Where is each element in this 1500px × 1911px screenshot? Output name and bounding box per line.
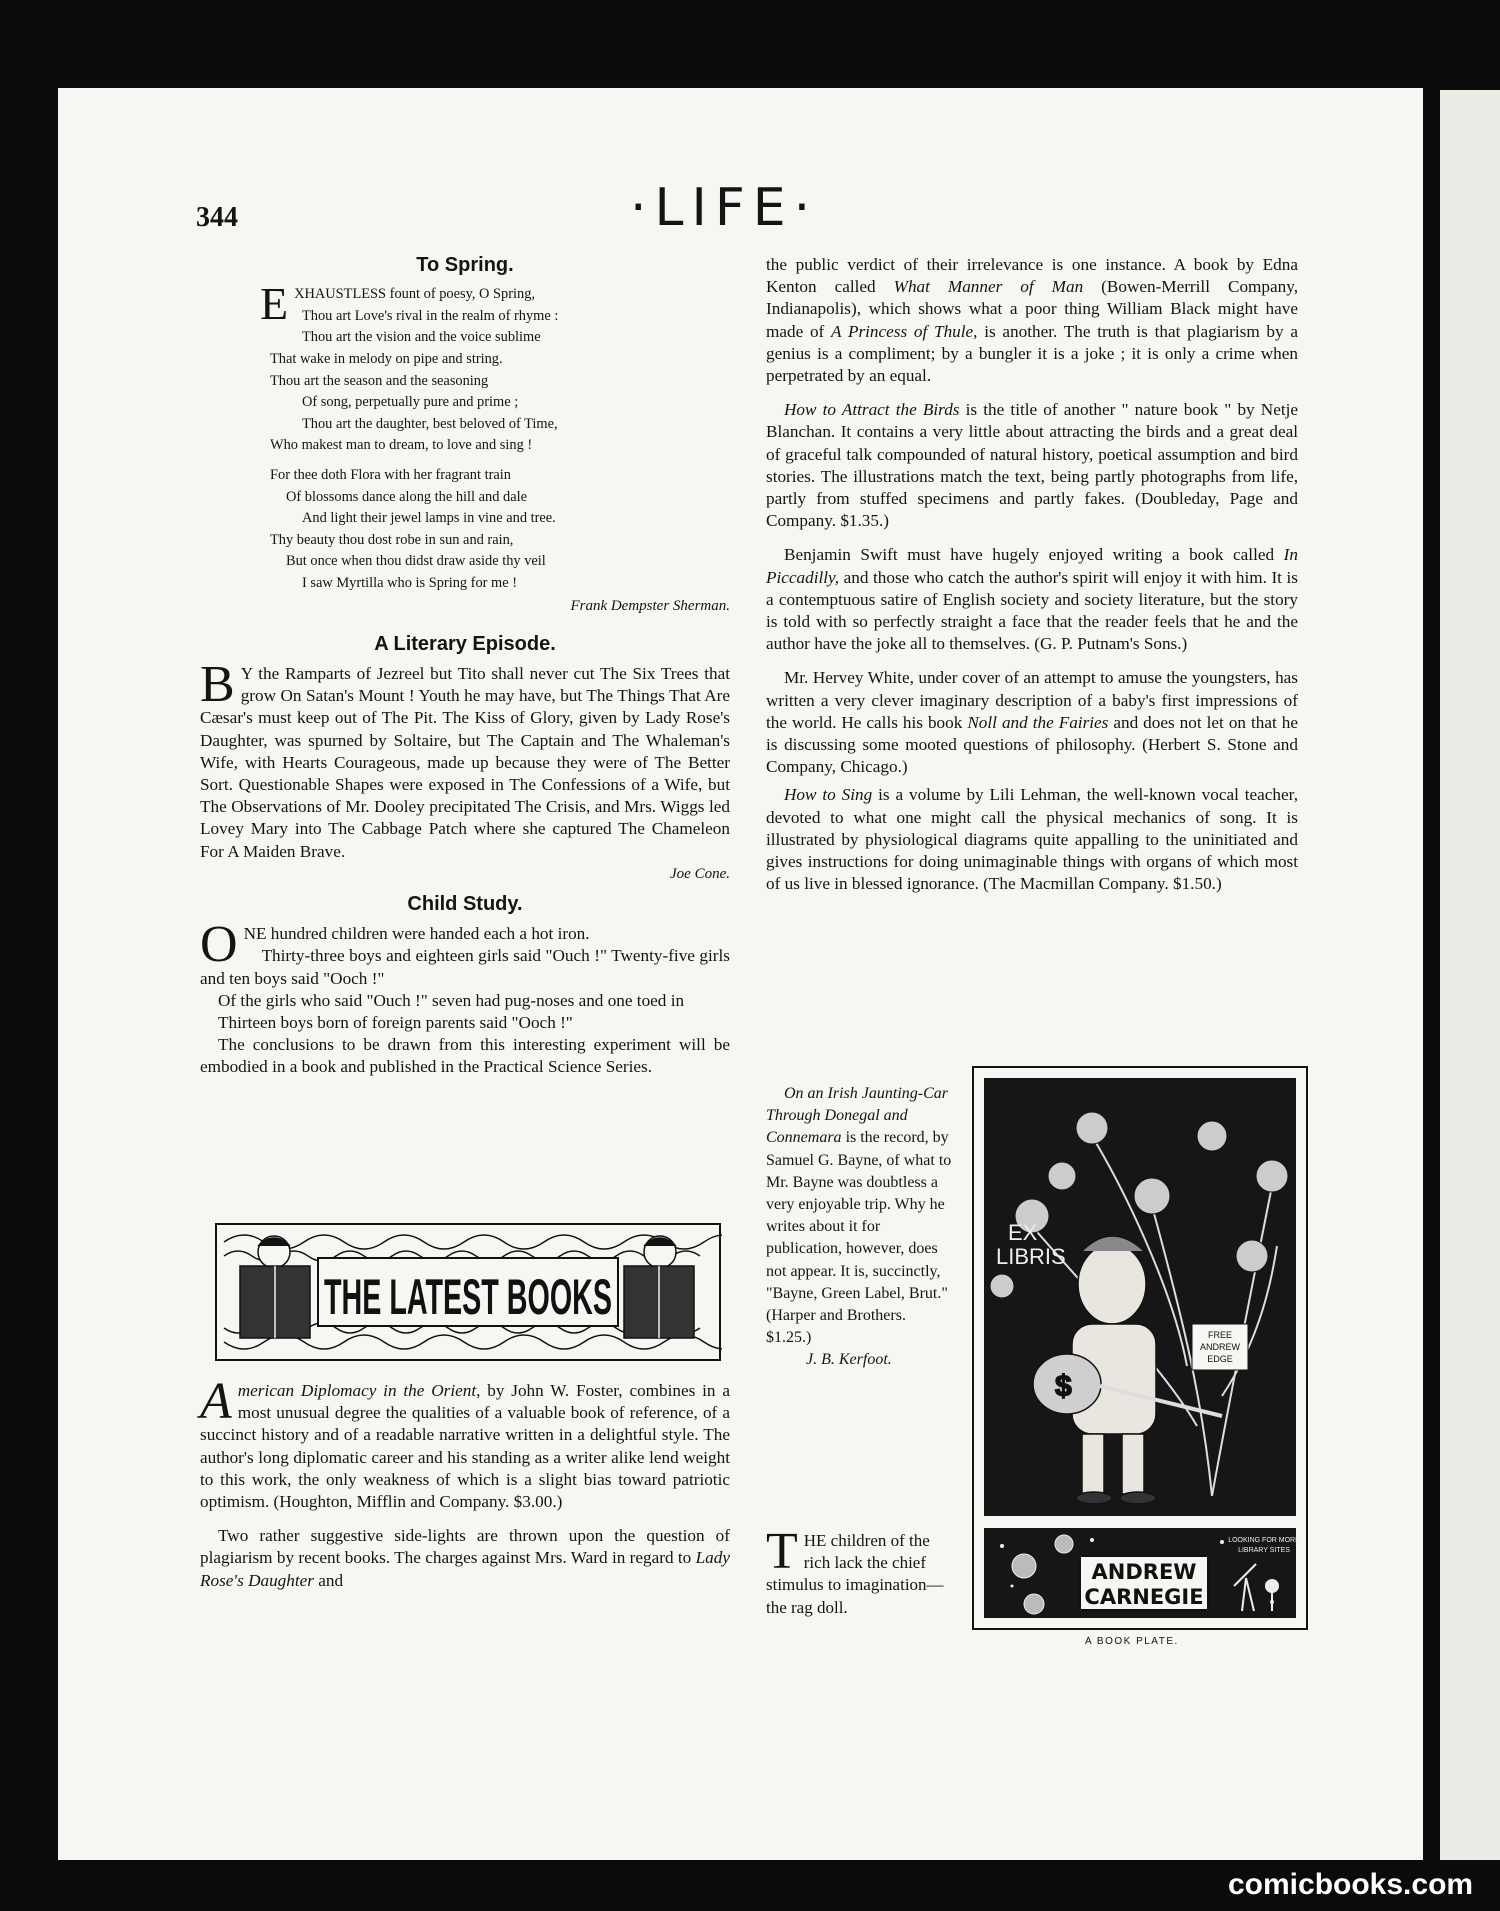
child-study-title: Child Study. <box>407 892 523 915</box>
poem-line: XHAUSTLESS fount of poesy, O Spring, <box>294 286 536 303</box>
review-text: and <box>313 1570 344 1590</box>
telescope-text: LIBRARY SITES <box>1238 1547 1290 1554</box>
poem-line: Thy beauty thou dost robe in sun and rain, <box>270 531 514 548</box>
diplomacy-dropcap: A <box>200 1373 232 1430</box>
andrew-carnegie-bookplate <box>972 1066 1308 1630</box>
book-title: What Manner of Man <box>893 277 1084 297</box>
book-title: On an Irish Jaunting-Car Through Donegal and Connemara <box>766 1085 948 1147</box>
review-text: Mr. Hervey White, under cover of an attempt to amuse the youngsters, has written a very clever imaginary description of a baby's first impressions of the world. He calls his book <box>766 668 1298 732</box>
poem-author: Frank Dempster Sherman. <box>570 597 730 614</box>
review-diplomacy <box>200 1373 730 1513</box>
ex-libris-text: LIBRIS <box>996 1244 1066 1269</box>
episode-author: Joe Cone. <box>670 865 730 882</box>
episode-dropcap: B <box>200 655 235 713</box>
telescope-text: LOOKING FOR MORE <box>1228 1537 1300 1544</box>
filler-paragraph <box>766 1523 952 1619</box>
child-study-p5: The conclusions to be drawn from this interesting experiment will be embodied in a book and published in the Practical Science Series. <box>200 1035 730 1077</box>
review-birds <box>766 399 1298 532</box>
name-text: ANDREW <box>1091 1560 1197 1584</box>
review-sing <box>766 784 1298 895</box>
book-title: In Piccadilly, <box>766 545 1298 587</box>
review-plagiarism-cont <box>766 254 1298 387</box>
poem-line: That wake in melody on pipe and string. <box>270 350 503 367</box>
child-study-p4: Thirteen boys born of foreign parents said "Ooch !" <box>218 1012 573 1032</box>
review-text: is another. The truth is that plagiarism by a genius is a compliment; by a bungler it is a joke ; it is only a crime when perpetrated by an equal. <box>766 321 1298 386</box>
left-column <box>200 254 730 1079</box>
book-title: Lady Rose's Daughter <box>200 1548 730 1590</box>
review-white <box>766 667 1298 778</box>
review-text: is the title of another " nature book " by Netje Blanchan. It contains a very little about attracting the birds and a great deal of graceful talk compounded of natural history, poetical assumption and bird stories. The illustrations match the text, being partly photographs from life, partly from stuffed specimens and partly fakes. (Doubleday, Page and Company. $1.35.) <box>766 400 1298 531</box>
poem-line: For thee doth Flora with her fragrant train <box>270 466 511 483</box>
book-title: How to Attract the Birds <box>784 400 960 420</box>
right-column <box>766 254 1298 895</box>
review-irish-column <box>766 1083 952 1372</box>
book-title: How to Sing <box>784 785 873 805</box>
poem-line: Thou art Love's rival in the realm of rhyme : <box>302 307 559 324</box>
review-text: and those who catch the author's spirit will enjoy it with him. It is a contemptuous satire of English society and society literature, but the story is told with so perfectly straight a face that the reader feels that he and the author have the joke all to themselves. (G. P. Putnam's Sons.) <box>766 567 1298 654</box>
reviews-left <box>200 1373 730 1592</box>
adjacent-page-edge <box>1440 90 1500 1860</box>
review-text: is the record, by Samuel G. Bayne, of what to Mr. Bayne was doubtless a very enjoyable trip. Why he writes about it for publication, however, does not appear. It is, succinctly, "Bayne, Green Label, Brut." (Harper and Brothers. $1.25.) <box>766 1129 952 1347</box>
review-text: the public verdict of their irrelevance is one instance. A book by Edna Kenton called <box>766 255 1298 297</box>
banner-title: THE LATEST BOOKS <box>324 1269 612 1325</box>
episode-body: Y the Ramparts of Jezreel but Tito shall never cut The Six Trees that grow On Satan's Mount ! Youth he may have, but The Things That Are Cæsar's must keep out of The Pit. The Kiss of Glory, given by Lady Rose's Daughter, was spurned by Soltaire, but The Captain and The Whaleman's Wife, with Hearts Courageous, made up because they were of The Better Sort. Questionable Shapes were exposed in The Confessions of a Wife, but The Observations of Mr. Dooley precipitated The Crisis, and Mrs. Wiggs led Lovey Mary into The Cabbage Patch where she captured The Chameleon For A Maiden Brave. <box>200 663 730 861</box>
book-title: merican Diplomacy in the Orient, <box>237 1381 481 1400</box>
episode-title: A Literary Episode. <box>374 632 556 655</box>
book-title: A Princess of Thule, <box>831 321 978 341</box>
review-text: Benjamin Swift must have hugely enjoyed writing a book called <box>784 545 1284 565</box>
review-irish <box>766 1083 952 1349</box>
bookplate-caption: A BOOK PLATE. <box>1085 1636 1179 1647</box>
review-text: is a volume by Lili Lehman, the well-known vocal teacher, devoted to what one might call the physical mechanics of song. It is illustrated by physiological diagrams quite appalling to the uninitiated and gives instructions for doing unimaginable things with organs of which most of us live in blessed ignorance. (The Macmillan Company. $1.50.) <box>766 785 1298 894</box>
poem-dropcap: E <box>260 278 289 330</box>
child-study-line: NE hundred children were handed each a hot iron. <box>243 924 590 944</box>
poem-line: Thou art the season and the seasoning <box>270 372 489 389</box>
name-text: CARNEGIE <box>1084 1585 1204 1609</box>
child-study-dropcap: O <box>200 916 238 974</box>
poem-line: Who makest man to dream, to love and sing ! <box>270 437 533 454</box>
child-study-p3: Of the girls who said "Ouch !" seven had pug-noses and one toed in <box>218 990 685 1010</box>
poem-line: Thou art the vision and the voice sublime <box>302 329 541 346</box>
filler-body: HE children of the rich lack the chief stimulus to imagination—the rag doll. <box>766 1531 944 1617</box>
review-swift <box>766 544 1298 655</box>
poem-title: To Spring. <box>416 254 514 276</box>
poem <box>260 278 730 594</box>
filler-text <box>766 1523 952 1619</box>
poem-line: Of blossoms dance along the hill and dale <box>286 488 527 505</box>
review-plagiarism <box>200 1525 730 1592</box>
poem-line: Thou art the daughter, best beloved of Time, <box>302 415 558 432</box>
ex-libris-text: EX <box>1008 1220 1038 1245</box>
label-text: EDGE <box>1207 1354 1233 1364</box>
label-text: ANDREW <box>1200 1342 1240 1352</box>
label-text: FREE <box>1207 1330 1233 1340</box>
poem-line: Of song, perpetually pure and prime ; <box>302 394 519 411</box>
poem-line: I saw Myrtilla who is Spring for me ! <box>302 574 518 591</box>
free-library-label <box>1192 1324 1248 1370</box>
review-text: and does not let on that he is discussing some mooted questions of philosophy. (Herbert S. Stone and Company, Chicago.) <box>766 712 1298 777</box>
reviewer-signature: J. B. Kerfoot. <box>806 1351 892 1369</box>
review-text: (Bowen-Merrill Company, Indianapolis), which shows what a poor thing William Black might have made of <box>766 277 1298 341</box>
svg-text:$: $ <box>1055 1370 1072 1403</box>
latest-books-banner <box>214 1222 722 1362</box>
child-study-p2: Thirty-three boys and eighteen girls said "Ouch !" Twenty-five girls and ten boys said "Ooch !" <box>200 946 730 988</box>
watermark: comicbooks.com <box>1228 1868 1474 1901</box>
review-text: by John W. Foster, combines in a most unusual degree the qualities of a valuable book of reference, of a succinct history and of a readable narrative written in a delightful style. The author's long diplomatic career and his standing as a writer alike lend weight to this work, the only weakness of which is a slight bias toward patriotic optimism. (Houghton, Mifflin and Company. $3.00.) <box>200 1381 730 1512</box>
masthead: ·LIFE· <box>630 178 819 238</box>
poem-line: And light their jewel lamps in vine and tree. <box>302 510 556 527</box>
book-title: Noll and the Fairies <box>967 712 1109 732</box>
page-number: 344 <box>196 202 238 233</box>
filler-dropcap: T <box>766 1523 798 1580</box>
episode-text <box>200 655 730 863</box>
review-text: Two rather suggestive side-lights are thrown upon the question of plagiarism by recent books. The charges against Mrs. Ward in regard to <box>200 1526 730 1568</box>
poem-line: But once when thou didst draw aside thy veil <box>286 553 546 570</box>
